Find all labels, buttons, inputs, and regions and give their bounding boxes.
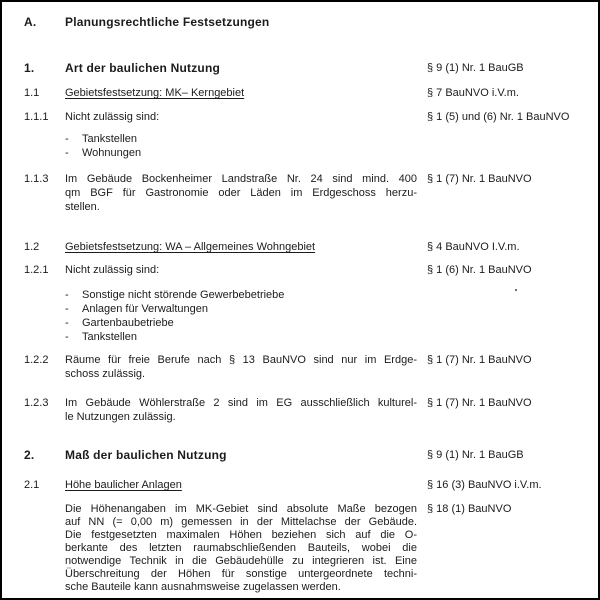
section-row-1-1 <box>24 86 578 100</box>
paragraph-line: sche Bauteile kann ausnahmsweise zugelassen werden. <box>65 581 341 593</box>
subsection-heading <box>65 86 417 100</box>
subsection-heading-text: Gebietsfestsetzung: WA – Allgemeines Wohngebiet <box>65 241 316 253</box>
section-row-2-1-paragraph <box>24 503 578 594</box>
section-number: 1.2.2 <box>24 354 49 366</box>
subsection-heading-text: Gebietsfestsetzung: MK– Kerngebiet <box>65 87 245 99</box>
list-item-text: Tankstellen <box>82 133 138 145</box>
clause-text <box>65 503 417 594</box>
section-number: 1.2.3 <box>24 397 49 409</box>
clause-text: Nicht zulässig sind: <box>65 111 160 123</box>
scan-artifact-dot <box>515 289 517 291</box>
section-number: 1.1.1 <box>24 111 49 123</box>
section-row-2-1 <box>24 478 578 492</box>
subsection-heading-text: Höhe baulicher Anlagen <box>65 479 182 491</box>
paragraph-line: schoss zulässig. <box>65 368 146 380</box>
section-row-1-1-3 <box>24 172 578 214</box>
paragraph-line: Räume für freie Berufe nach § 13 BauNVO sind nur im Erdge- <box>65 354 417 366</box>
section-number: 1.1 <box>24 87 40 99</box>
list-dash: - <box>65 317 69 329</box>
title-row <box>24 15 578 29</box>
paragraph-line: notwendige Technik in die Gebäudehülle zu integrieren ist. Eine <box>65 555 417 567</box>
paragraph-line: Überschreitung der Höhen für sonstige untergeordnete techni- <box>65 568 417 580</box>
list-dash: - <box>65 303 69 315</box>
legal-reference: § 1 (7) Nr. 1 BauNVO <box>427 354 532 366</box>
legal-reference: § 18 (1) BauNVO <box>427 503 512 515</box>
list-dash: - <box>65 331 69 343</box>
legal-reference: § 1 (7) Nr. 1 BauNVO <box>427 397 532 409</box>
legal-reference: § 1 (5) und (6) Nr. 1 BauNVO <box>427 111 570 123</box>
section-row-1-1-1 <box>24 110 578 124</box>
section-number: 1.2.1 <box>24 264 49 276</box>
legal-reference: § 9 (1) Nr. 1 BauGB <box>427 449 524 461</box>
paragraph-line: auf NN (= 0,00 m) gemessen in der Mittelachse der Gebäude. <box>65 516 417 528</box>
paragraph-line: Im Gebäude Wöhlerstraße 2 sind im EG ausschließlich kulturel- <box>65 397 417 409</box>
list-dash: - <box>65 147 69 159</box>
list-item-text: Anlagen für Verwaltungen <box>82 303 208 315</box>
paragraph-line: Die Höhenangaben im MK-Gebiet sind absolute Maße bezogen <box>65 503 417 515</box>
list-item <box>65 302 417 316</box>
section-heading: Maß der baulichen Nutzung <box>65 448 227 462</box>
section-number: 2. <box>24 448 35 462</box>
section-row-2 <box>24 448 578 462</box>
paragraph-line: Im Gebäude Bockenheimer Landstraße Nr. 24 sind mind. 400 <box>65 173 417 185</box>
paragraph-line: Die festgesetzten maximalen Höhen beziehen sich auf die O- <box>65 529 417 541</box>
clause-text <box>65 353 417 381</box>
list-1-2-1 <box>24 288 578 344</box>
section-number: 1.2 <box>24 241 40 253</box>
list-item-text: Tankstellen <box>82 331 138 343</box>
legal-reference: § 16 (3) BauNVO i.V.m. <box>427 479 542 491</box>
section-row-1-2-1 <box>24 263 578 277</box>
section-row-1 <box>24 61 578 75</box>
page-title: Planungsrechtliche Festsetzungen <box>65 15 270 29</box>
clause-text <box>65 396 417 424</box>
section-row-1-2 <box>24 240 578 254</box>
legal-reference <box>417 15 578 29</box>
list-item <box>65 288 417 302</box>
section-number: 1.1.3 <box>24 173 49 185</box>
list-1-1-1 <box>24 132 578 160</box>
paragraph-line: qm BGF für Gastronomie oder Läden im Erdgeschoss herzu- <box>65 187 417 199</box>
subsection-heading <box>65 478 417 492</box>
section-number: 1. <box>24 61 35 75</box>
section-row-1-2-2 <box>24 353 578 381</box>
paragraph-line: le Nutzungen zulässig. <box>65 411 176 423</box>
legal-reference: § 7 BauNVO i.V.m. <box>427 87 519 99</box>
list-item-text: Sonstige nicht störende Gewerbebetriebe <box>82 289 285 301</box>
section-row-1-2-3 <box>24 396 578 424</box>
list-item-text: Wohnungen <box>82 147 142 159</box>
section-number: 2.1 <box>24 479 40 491</box>
list-item <box>65 330 417 344</box>
list-item-text: Gartenbaubetriebe <box>82 317 174 329</box>
section-number: A. <box>24 15 37 29</box>
paragraph-line: stellen. <box>65 201 100 213</box>
legal-reference: § 4 BauNVO I.V.m. <box>427 241 520 253</box>
list-dash: - <box>65 133 69 145</box>
subsection-heading <box>65 240 417 254</box>
list-item <box>65 132 417 146</box>
list-item <box>65 146 417 160</box>
clause-text <box>65 172 417 214</box>
list-dash: - <box>65 289 69 301</box>
legal-reference: § 1 (6) Nr. 1 BauNVO <box>427 264 532 276</box>
paragraph-line: berkante des letzten raumabschließenden Bauteils, wobei die <box>65 542 417 554</box>
section-heading: Art der baulichen Nutzung <box>65 61 220 75</box>
list-item <box>65 316 417 330</box>
clause-text: Nicht zulässig sind: <box>65 264 160 276</box>
legal-reference: § 9 (1) Nr. 1 BauGB <box>427 62 524 74</box>
legal-reference: § 1 (7) Nr. 1 BauNVO <box>427 173 532 185</box>
